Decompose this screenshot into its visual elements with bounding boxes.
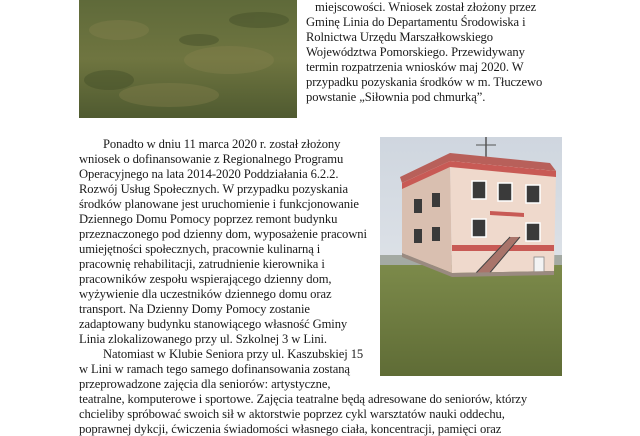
text-line: pracowników zespołu wspierającego dzienny dom,	[79, 272, 332, 286]
text-line: poprawnej dykcji, ćwiczenia świadomości własnego ciała, koncentracji, pamięci oraz	[79, 422, 502, 436]
text-line: transport. Na Dzienny Domy Pomocy zostanie	[79, 302, 310, 316]
text-line: termin rozpatrzenia wniosków maj 2020. W	[306, 60, 524, 74]
text-line: zadaptowany budynku stanowiącego własność Gminy	[79, 317, 348, 331]
text-line: chcieliby spróbować swoich sił w aktorstwie poprzez cykl warsztatów nauki oddechu,	[79, 407, 505, 421]
text-line: miejscowości. Wniosek został złożony przez	[315, 0, 537, 14]
text-line: środków planowane jest uruchomienie i funkcjonowanie	[79, 197, 359, 211]
text-line: Ponadto w dniu 11 marca 2020 r. został złożony	[103, 137, 341, 151]
text-line: umiejętności społecznych, pracownie kulinarną i	[79, 242, 321, 256]
text-line: przypadku pozyskania środków w m. Tłuczewo	[306, 75, 543, 89]
text-line: Województwa Pomorskiego. Przewidywany	[306, 45, 525, 59]
text-line: Dziennego Domu Pomocy poprzez remont budynku	[79, 212, 338, 226]
text-line: przeznaczonego pod dzienny dom, wyposażenie pracowni	[79, 227, 367, 241]
building-photo	[380, 137, 562, 376]
text-line: w Lini w ramach tego samego dofinansowania zostaną	[79, 362, 350, 376]
text-line: powstanie „Siłownia pod chmurką”.	[306, 90, 486, 104]
text-line: Rolnictwa Urzędu Marszałkowskiego	[306, 30, 493, 44]
text-line: Gminę Linia do Departamentu Środowiska i	[306, 15, 526, 29]
text-line: Natomiast w Klubie Seniora przy ul. Kaszubskiej 15	[103, 347, 364, 361]
text-line: Rozwój Usług Społecznych. W przypadku pozyskania	[79, 182, 348, 196]
text-line: teatralne, komputerowe i sportowe. Zajęcia teatralne będą adresowane do seniorów, którzy	[79, 392, 528, 406]
text-line: Operacyjnego na lata 2014-2020 Poddziałania 6.2.2.	[79, 167, 339, 181]
text-line: pracownię rehabilitacji, zatrudnienie kierownika i	[79, 257, 325, 271]
grass-field-photo	[79, 0, 297, 118]
text-line: wniosek o dofinansowanie z Regionalnego Programu	[79, 152, 344, 166]
text-line: wyżywienie dla uczestników dziennego domu oraz	[79, 287, 332, 301]
text-line: przeprowadzone zajęcia dla seniorów: artystyczne,	[79, 377, 331, 391]
text-line: Linia zlokalizowanego przy ul. Szkolnej 3 w Lini.	[79, 332, 327, 346]
